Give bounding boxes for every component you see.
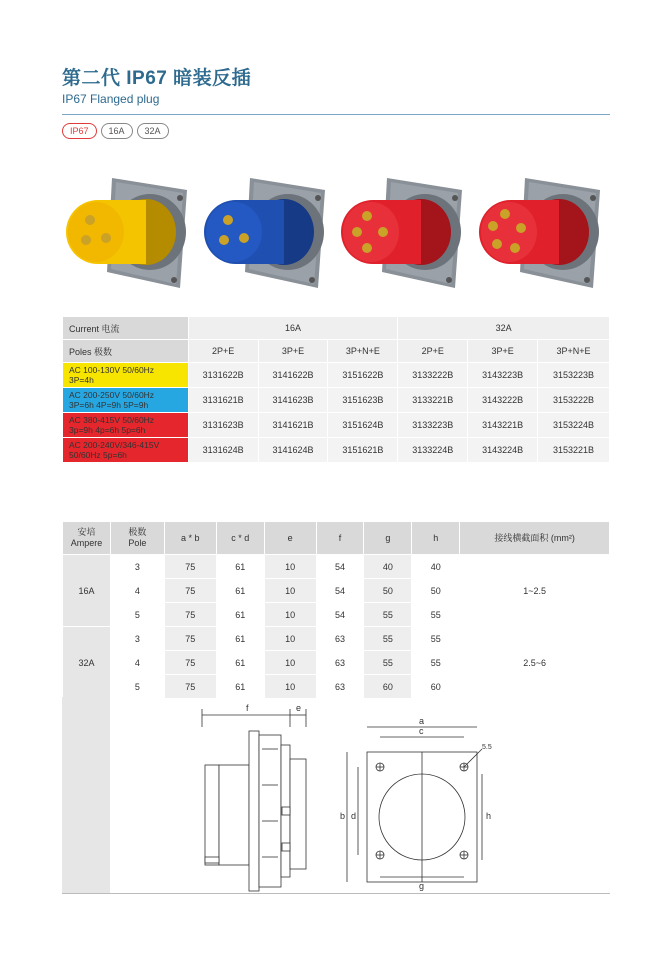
dim-cell: 10 [264,579,316,603]
product-code: 3151623B [328,388,398,413]
dim-cell: 63 [316,675,364,699]
dim-cell: 50 [412,579,460,603]
dimension-table [62,521,610,699]
e-header: e [264,522,316,555]
page-subtitle: IP67 Flanged plug [62,92,160,106]
poles-row [63,340,610,363]
product-code: 3153221B [538,438,610,463]
dimension-drawing-area [62,697,610,893]
tag-32a[interactable]: 32A [137,123,169,139]
dim-cell: 10 [264,651,316,675]
dim-cell: 55 [412,603,460,627]
dim-cell: 61 [216,603,264,627]
product-code: 3153223B [538,363,610,388]
voltage-spec-yellow: AC 100-130V 50/60Hz 3P=4h [63,363,189,388]
current-32a: 32A [398,317,610,340]
dimension-header-row [63,522,610,555]
voltage-spec-red: AC 380-415V 50/60Hz 3p=9h 4p=6h 5p=6h [63,413,189,438]
dim-label-b: b [340,811,346,821]
dim-cell: 55 [412,651,460,675]
pole-header: 3P+N+E [538,340,610,363]
dim-cell: 54 [316,555,364,579]
ampere-cell: 16A [63,555,111,627]
dim-cell: 61 [216,579,264,603]
pole-cell: 5 [110,603,164,627]
product-code: 3131622B [188,363,258,388]
product-code: 3133224B [398,438,468,463]
product-code: 3133222B [398,363,468,388]
dim-cell: 40 [412,555,460,579]
ampere-header: 安培 Ampere [63,522,111,555]
product-image-red-plug-4pin [337,160,472,305]
ampere-cell: 32A [63,627,111,699]
dim-label-a: a [419,716,425,726]
g-header: g [364,522,412,555]
pole-header: 3P+E [468,340,538,363]
table-row [63,438,610,463]
product-code: 3143224B [468,438,538,463]
pole-cell: 5 [110,675,164,699]
table-row [63,363,610,388]
pole-cell: 3 [110,555,164,579]
product-gallery [62,160,610,305]
page-title: 第二代 IP67 暗装反插 [62,68,252,89]
dim-cell: 75 [164,579,216,603]
h-header: h [412,522,460,555]
dim-label-h: h [486,811,492,821]
dim-cell: 75 [164,651,216,675]
pole-cell: 4 [110,579,164,603]
product-code: 3131621B [188,388,258,413]
dim-cell: 55 [412,627,460,651]
current-label: Current 电流 [63,317,189,340]
dim-label-c: c [419,726,424,736]
area-cell: 2.5~6 [460,627,610,699]
dim-cell: 10 [264,627,316,651]
product-image-red-plug-5pin [475,160,610,305]
product-code: 3133221B [398,388,468,413]
tag-list [62,123,169,139]
table-row [63,555,610,579]
dim-cell: 55 [364,651,412,675]
dim-cell: 10 [264,675,316,699]
dim-cell: 61 [216,675,264,699]
f-header: f [316,522,364,555]
product-code: 3151622B [328,363,398,388]
current-16a: 16A [188,317,398,340]
dim-label-f: f [246,703,249,713]
dim-cell: 61 [216,627,264,651]
area-header: 接线横截面积 (mm²) [460,522,610,555]
table-row [63,413,610,438]
dim-cell: 61 [216,555,264,579]
dim-cell: 75 [164,627,216,651]
dim-cell: 50 [364,579,412,603]
dimension-drawings [62,697,610,893]
dim-label-d: d [351,811,357,821]
poles-label: Poles 极数 [63,340,189,363]
dim-cell: 63 [316,627,364,651]
dim-label-g: g [419,881,425,891]
dim-cell: 10 [264,555,316,579]
dim-cell: 54 [316,603,364,627]
voltage-spec-red-dual: AC 200-240V/346-415V 50/60Hz 5p=6h [63,438,189,463]
tag-16a[interactable]: 16A [101,123,133,139]
dim-cell: 75 [164,675,216,699]
product-code: 3133223B [398,413,468,438]
table-row [63,388,610,413]
dim-cell: 75 [164,555,216,579]
cd-header: c * d [216,522,264,555]
dim-label-hole: 5.5 [482,744,492,751]
product-code: 3141623B [258,388,328,413]
voltage-spec-blue: AC 200-250V 50/60Hz 3P=6h 4P=9h 5P=9h [63,388,189,413]
dim-cell: 55 [364,603,412,627]
pole-header: 3P+N+E [328,340,398,363]
product-code: 3141624B [258,438,328,463]
product-code: 3143223B [468,363,538,388]
dim-cell: 40 [364,555,412,579]
dim-cell: 54 [316,579,364,603]
bottom-divider [62,893,610,894]
dim-label-e: e [296,703,302,713]
product-code: 3143221B [468,413,538,438]
product-code: 3153224B [538,413,610,438]
pole-header: 2P+E [398,340,468,363]
pole-cell: 4 [110,651,164,675]
dim-cell: 60 [364,675,412,699]
product-code: 3151624B [328,413,398,438]
dim-cell: 60 [412,675,460,699]
product-code: 3141622B [258,363,328,388]
product-image-blue-plug [200,160,335,305]
product-code: 3131623B [188,413,258,438]
product-code: 3131624B [188,438,258,463]
dim-cell: 63 [316,651,364,675]
dim-cell: 75 [164,603,216,627]
watermark: HOULCX HOULCX [150,456,486,494]
table-row [63,627,610,651]
product-code: 3143222B [468,388,538,413]
pole-header: 极数 Pole [110,522,164,555]
product-code-table [62,316,610,463]
dim-cell: 61 [216,651,264,675]
product-code: 3151621B [328,438,398,463]
tag-ip67[interactable]: IP67 [62,123,97,139]
pole-cell: 3 [110,627,164,651]
dim-cell: 10 [264,603,316,627]
pole-header: 3P+E [258,340,328,363]
pole-header: 2P+E [188,340,258,363]
title-divider [62,114,610,115]
ab-header: a * b [164,522,216,555]
product-code: 3153222B [538,388,610,413]
dim-cell: 55 [364,627,412,651]
product-image-yellow-plug [62,160,197,305]
area-cell: 1~2.5 [460,555,610,627]
product-code: 3141621B [258,413,328,438]
current-row [63,317,610,340]
